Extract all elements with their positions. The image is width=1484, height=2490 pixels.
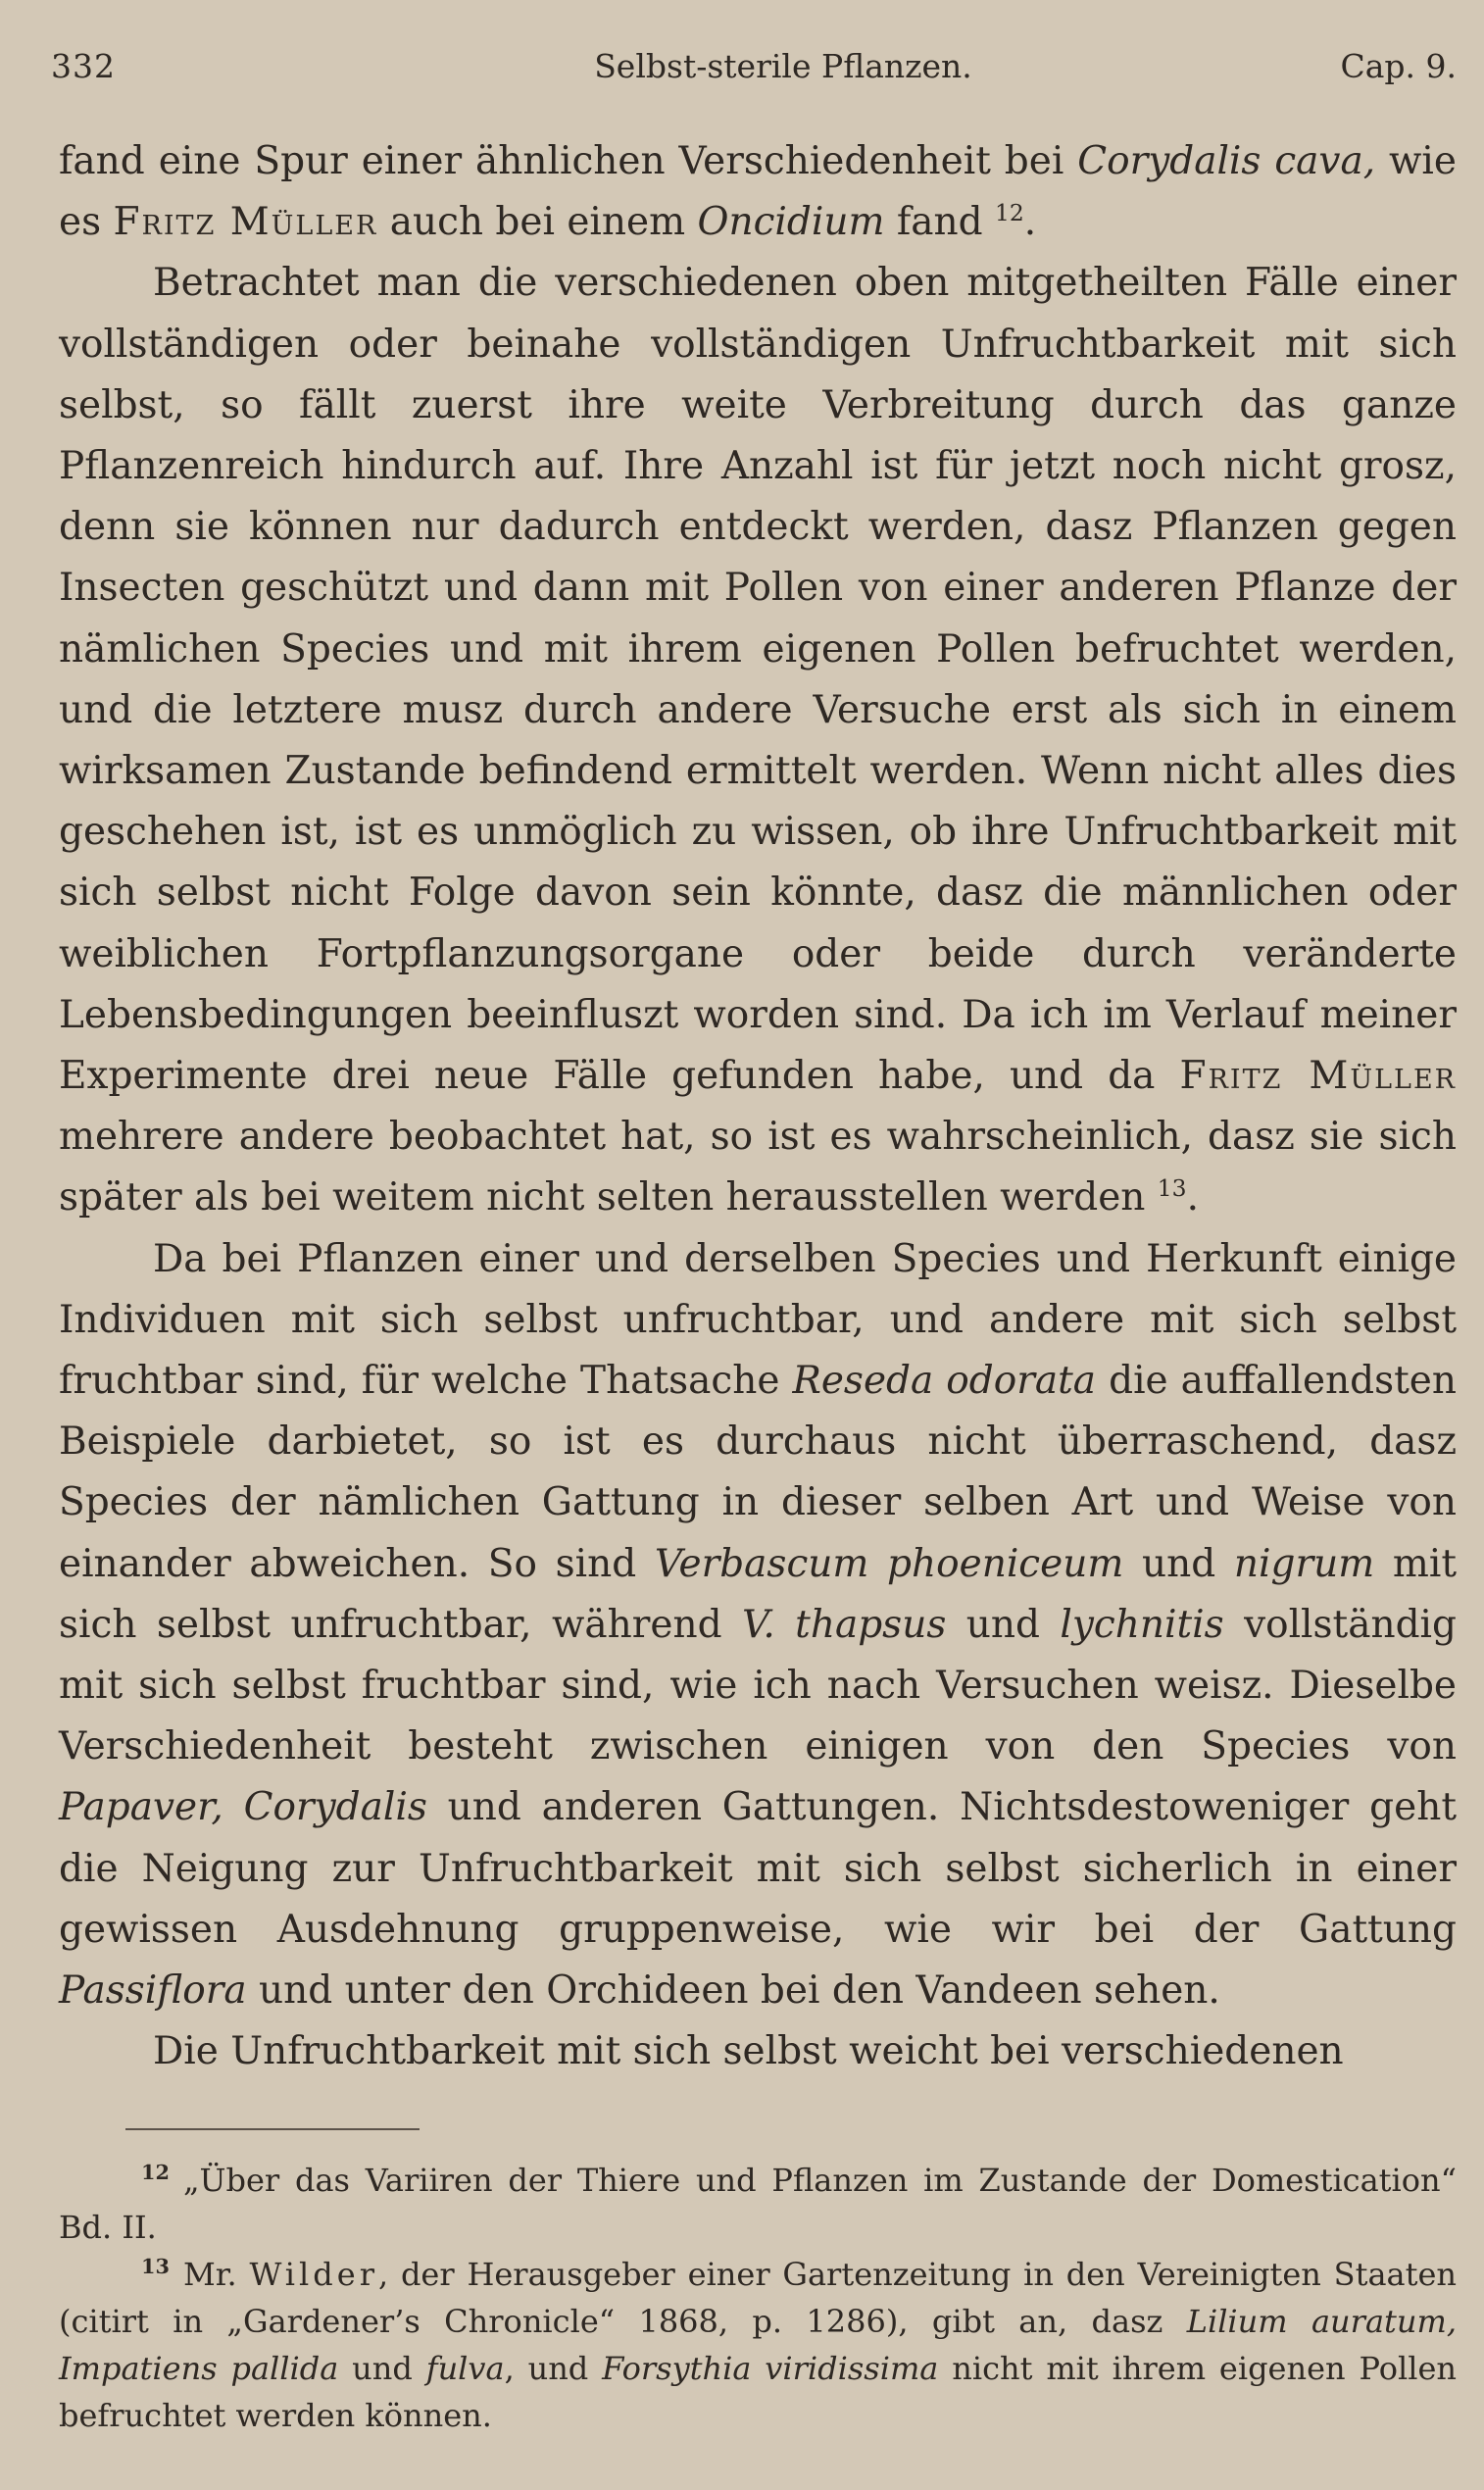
text-run: Da bei Pflanzen einer und derselben Species und Herkunft einige Individuen mit sich selbst unfruchtbar, und andere mit sich selbst fruchtbar sind, für welche Thatsache bbox=[59, 1236, 1457, 1404]
text-run: . bbox=[1023, 200, 1037, 245]
chapter-label: Cap. 9. bbox=[1340, 47, 1457, 85]
text-run: und bbox=[946, 1602, 1061, 1647]
species-name: Verbascum phoeniceum bbox=[654, 1541, 1124, 1586]
footnote-divider bbox=[125, 2128, 420, 2130]
footnote-mark: 12 bbox=[141, 2160, 170, 2185]
species-name: lychnitis bbox=[1060, 1602, 1224, 1647]
species-name: Forsythia viridissima bbox=[602, 2350, 939, 2387]
text-run: mehrere andere beobachtet hat, so ist es wahrscheinlich, dasz sie sich später als bei weitem nicht selten herausstellen werden bbox=[59, 1115, 1457, 1220]
text-run: vollständig mit sich selbst fruchtbar sind, wie ich nach Versuchen weisz. Dieselbe Verschiedenheit besteht zwischen einigen von den Species von bbox=[59, 1602, 1457, 1769]
text-run: Mr. bbox=[182, 2256, 250, 2293]
species-name: Reseda odorata bbox=[792, 1359, 1097, 1404]
species-name: Corydalis cava, bbox=[1077, 139, 1376, 183]
author-name: Fritz Müller bbox=[1179, 1054, 1457, 1099]
running-header bbox=[51, 37, 1457, 96]
footnote-ref-12: 12 bbox=[995, 199, 1024, 227]
genus-name: Oncidium bbox=[697, 200, 885, 245]
text-run: und unter den Orchideen bei den Vandeen sehen. bbox=[246, 1968, 1220, 2014]
paragraph-3 bbox=[59, 1229, 1457, 2022]
text-run: , der Herausgeber einer Gartenzeitung in den Vereinigten Staaten (citirt in „Gardener’s Chronicle“ 1868, p. 1286), gibt an, dasz bbox=[59, 2256, 1458, 2340]
text-run: Betrachtet man die verschiedenen oben mitgetheilten Fälle einer vollständigen oder beinahe vollständigen Unfruchtbarkeit mit sich selbst, so fällt zuerst ihre weite Verbreitung durch das ganze Pflanzenreich hindurch auf. Ihre Anzahl ist für jetzt noch nicht grosz, denn sie können nur dadurch entdeckt werden, dasz Pflanzen gegen Insecten geschützt und dann mit Pollen von einer anderen Pflanze der nämlichen Species und mit ihrem eigenen Pollen befruchtet werden, und die letztere musz durch andere Versuche erst als sich in einem wirksamen Zustande befindend ermittelt werden. Wenn nicht alles dies geschehen ist, ist es unmöglich zu wissen, ob ihre Unfruchtbarkeit mit sich selbst nicht Folge davon sein könnte, dasz die männlichen oder weiblichen Fortpflanzungsorgane oder beide durch veränderte Lebensbedingungen beeinfluszt worden sind. Da ich im Verlauf meiner Experimente drei neue Fälle gefunden habe, und da bbox=[59, 261, 1457, 1099]
text-run: , und bbox=[504, 2350, 603, 2387]
person-name: Wilder bbox=[249, 2256, 378, 2293]
text-run: auch bei einem bbox=[377, 200, 698, 245]
page-number: 332 bbox=[51, 47, 116, 85]
species-name: nigrum bbox=[1233, 1541, 1375, 1586]
text-run: . bbox=[1186, 1175, 1199, 1220]
footnote-ref-13: 13 bbox=[1157, 1174, 1187, 1203]
text-run: wie es bbox=[59, 139, 1457, 245]
footnotes bbox=[59, 2157, 1457, 2439]
text-run: und anderen Gattungen. Nichtsdestoweniger geht die Neigung zur Unfruchtbarkeit mit sich selbst sicherlich in einer gewissen Ausdehnung gruppenweise, wie wir bei der Gattung bbox=[59, 1785, 1457, 1952]
text-run: fand bbox=[884, 200, 996, 245]
paragraph-2 bbox=[59, 253, 1457, 1228]
text-run: und bbox=[338, 2350, 426, 2387]
footnote-12 bbox=[59, 2157, 1457, 2251]
footnote-text: „Über das Variiren der Thiere und Pflanzen im Zustande der Domestication“ Bd. II. bbox=[59, 2162, 1457, 2246]
genus-name: Corydalis bbox=[243, 1785, 427, 1830]
species-name: V. thapsus bbox=[742, 1602, 947, 1647]
text-run: fand eine Spur einer ähnlichen Verschiedenheit bei bbox=[59, 139, 1078, 183]
text-run: Die Unfruchtbarkeit mit sich selbst weicht bei verschiedenen bbox=[153, 2029, 1344, 2074]
paragraph-4 bbox=[59, 2021, 1457, 2082]
running-title: Selbst-sterile Pflanzen. bbox=[594, 47, 972, 85]
main-text bbox=[59, 131, 1457, 2083]
text-run: nicht mit ihrem eigenen Pollen befruchtet werden können. bbox=[59, 2350, 1458, 2434]
text-run: und bbox=[1123, 1541, 1234, 1586]
author-name: Fritz Müller bbox=[113, 200, 378, 245]
species-name: fulva bbox=[425, 2350, 505, 2387]
footnote-13 bbox=[59, 2251, 1457, 2439]
paragraph-1 bbox=[59, 131, 1457, 253]
genus-name: Papaver, bbox=[59, 1785, 223, 1830]
text-run: die auffallendsten Beispiele darbietet, so ist es durchaus nicht überraschend, dasz Species der nämlichen Gattung in dieser selben Art und Weise von einander abweichen. So sind bbox=[59, 1359, 1458, 1586]
footnote-mark: 13 bbox=[141, 2254, 170, 2279]
text-run bbox=[223, 1785, 244, 1829]
genus-name: Passiflora bbox=[59, 1968, 247, 2014]
text-run: mit sich selbst unfruchtbar, während bbox=[59, 1541, 1458, 1647]
species-name: Lilium auratum, Impatiens pallida bbox=[59, 2303, 1458, 2387]
